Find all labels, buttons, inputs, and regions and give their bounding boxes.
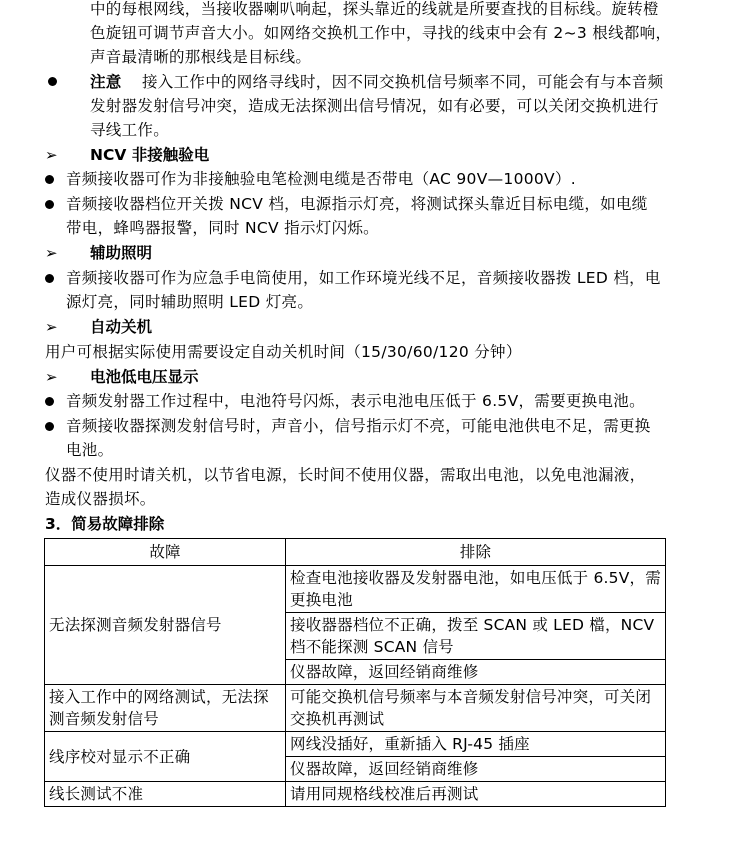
note-line: 接入工作中的网络寻线时，因不同交换机信号频率不同，可能会有与本音频 — [142, 73, 664, 91]
arrow-bullet-icon: ➢ — [45, 244, 58, 262]
list-item: 音频发射器工作过程中，电池符号闪烁，表示电池电压低于 6.5V，需要更换电池。 — [66, 392, 645, 410]
fix-cell: 仪器故障，返回经销商维修 — [286, 757, 666, 782]
fault-cell: 接入工作中的网络测试，无法探测音频发射信号 — [45, 685, 286, 732]
note-line: 寻线工作。 — [90, 121, 170, 139]
arrow-bullet-icon: ➢ — [45, 146, 58, 164]
section-heading-auto: 自动关机 — [90, 318, 153, 336]
fix-cell: 仪器故障，返回经销商维修 — [286, 660, 666, 685]
bullet-icon — [45, 175, 54, 184]
fix-cell: 可能交换机信号频率与本音频发射信号冲突，可关闭交换机再测试 — [286, 685, 666, 732]
bullet-icon — [48, 77, 57, 86]
header-fix: 排除 — [286, 539, 666, 566]
paragraph-line: 用户可根据实际使用需要设定自动关机时间（15/30/60/120 分钟） — [45, 343, 522, 361]
fix-cell: 网线没插好，重新插入 RJ-45 插座 — [286, 732, 666, 757]
fix-cell: 检查电池接收器及发射器电池，如电压低于 6.5V，需更换电池 — [286, 566, 666, 613]
section-heading-battery: 电池低电压显示 — [90, 368, 199, 386]
section-heading-light: 辅助照明 — [90, 244, 153, 262]
bullet-icon — [45, 422, 54, 431]
table-header-row — [45, 539, 666, 566]
note-line: 发射器发射信号冲突，造成无法探测出信号情况，如有必要，可以关闭交换机进行 — [90, 97, 659, 115]
section-heading-ncv: NCV 非接触验电 — [90, 146, 210, 164]
troubleshooting-table — [44, 538, 666, 807]
paragraph-line: 声音最清晰的那根线是目标线。 — [90, 48, 312, 66]
arrow-bullet-icon: ➢ — [45, 318, 58, 336]
list-item: 音频接收器档位开关拨 NCV 档，电源指示灯亮，将测试探头靠近目标电缆，如电缆 — [66, 195, 648, 213]
fix-cell: 接收器器档位不正确，拨至 SCAN 或 LED 檔，NCV 档不能探测 SCAN 信号 — [286, 613, 666, 660]
list-item: 音频接收器可作为应急手电筒使用，如工作环境光线不足，音频接收器拨 LED 档，电 — [66, 269, 661, 287]
paragraph-line: 仪器不使用时请关机，以节省电源，长时间不使用仪器，需取出电池，以免电池漏液， — [45, 466, 646, 484]
list-item: 音频接收器探测发射信号时，声音小，信号指示灯不亮，可能电池供电不足，需更换 — [66, 417, 651, 435]
fault-cell: 线长测试不准 — [45, 782, 286, 807]
table-row — [45, 566, 666, 613]
note-label: 注意 — [90, 73, 122, 91]
header-fault: 故障 — [45, 539, 286, 566]
list-item: 带电，蜂鸣器报警，同时 NCV 指示灯闪烁。 — [66, 219, 379, 237]
table-row — [45, 782, 666, 807]
list-item: 源灯亮，同时辅助照明 LED 灯亮。 — [66, 293, 314, 311]
bullet-icon — [45, 200, 54, 209]
fault-cell: 线序校对显示不正确 — [45, 732, 286, 782]
bullet-icon — [45, 274, 54, 283]
section-heading-troubleshooting: 3．简易故障排除 — [45, 515, 165, 533]
list-item: 音频接收器可作为非接触验电笔检测电缆是否带电（AC 90V—1000V）. — [66, 170, 576, 188]
fault-cell: 无法探测音频发射器信号 — [45, 566, 286, 685]
table-row — [45, 732, 666, 757]
paragraph-line: 造成仪器损坏。 — [45, 490, 156, 508]
paragraph-line: 色旋钮可调节声音大小。如网络交换机工作中，寻找的线束中会有 2~3 根线都响， — [90, 24, 672, 42]
arrow-bullet-icon: ➢ — [45, 368, 58, 386]
list-item: 电池。 — [66, 441, 114, 459]
bullet-icon — [45, 397, 54, 406]
paragraph-line: 中的每根网线，当接收器喇叭响起，探头靠近的线就是所要查找的目标线。旋转橙 — [90, 0, 659, 18]
table-row — [45, 685, 666, 732]
fix-cell: 请用同规格线校准后再测试 — [286, 782, 666, 807]
